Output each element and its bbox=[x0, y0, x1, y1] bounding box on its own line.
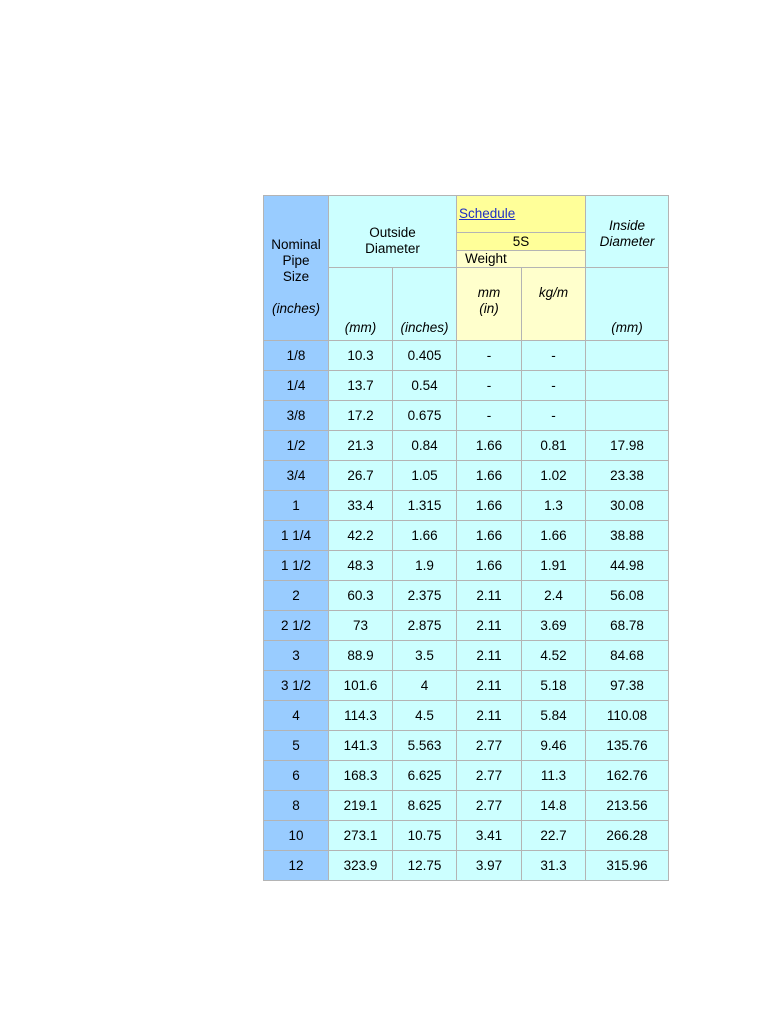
nominal-size-cell: 1 bbox=[264, 491, 329, 521]
od-inches-cell: 2.375 bbox=[393, 581, 457, 611]
od-inches-cell: 6.625 bbox=[393, 761, 457, 791]
table-row bbox=[264, 851, 669, 881]
wall-thickness-cell: 2.77 bbox=[457, 731, 522, 761]
inside-diameter-header bbox=[586, 196, 669, 268]
od-mm-cell: 141.3 bbox=[329, 731, 393, 761]
inside-diameter-cell: 44.98 bbox=[586, 551, 669, 581]
od-mm-cell: 219.1 bbox=[329, 791, 393, 821]
table-row bbox=[264, 461, 669, 491]
od-mm-unit: (mm) bbox=[329, 268, 393, 341]
schedule-value: 5S bbox=[457, 233, 586, 251]
nominal-pipe-size-header bbox=[264, 196, 329, 341]
table-row bbox=[264, 371, 669, 401]
od-mm-cell: 13.7 bbox=[329, 371, 393, 401]
nominal-size-cell: 5 bbox=[264, 731, 329, 761]
od-mm-cell: 60.3 bbox=[329, 581, 393, 611]
weight-cell: - bbox=[522, 341, 586, 371]
wall-unit-in: (in) bbox=[479, 301, 499, 316]
weight-kg-unit: kg/m bbox=[522, 268, 586, 341]
od-line-2: Diameter bbox=[365, 240, 420, 256]
nominal-size-cell: 2 bbox=[264, 581, 329, 611]
weight-cell: 5.84 bbox=[522, 701, 586, 731]
od-inches-cell: 1.66 bbox=[393, 521, 457, 551]
od-mm-cell: 73 bbox=[329, 611, 393, 641]
inside-diameter-cell: 97.38 bbox=[586, 671, 669, 701]
od-inches-cell: 5.563 bbox=[393, 731, 457, 761]
od-inches-cell: 2.875 bbox=[393, 611, 457, 641]
od-mm-cell: 42.2 bbox=[329, 521, 393, 551]
od-inches-cell: 0.405 bbox=[393, 341, 457, 371]
nominal-size-cell: 3/8 bbox=[264, 401, 329, 431]
id-line-1: Inside bbox=[608, 217, 646, 233]
weight-cell: - bbox=[522, 371, 586, 401]
wall-thickness-cell: 3.97 bbox=[457, 851, 522, 881]
nominal-size-cell: 1/8 bbox=[264, 341, 329, 371]
inside-diameter-cell: 30.08 bbox=[586, 491, 669, 521]
weight-cell: 2.4 bbox=[522, 581, 586, 611]
id-mm-unit: (mm) bbox=[586, 268, 669, 341]
nominal-unit: (inches) bbox=[271, 301, 320, 316]
od-mm-cell: 323.9 bbox=[329, 851, 393, 881]
od-inches-cell: 10.75 bbox=[393, 821, 457, 851]
schedule-link[interactable]: Schedule bbox=[459, 206, 516, 221]
od-mm-cell: 21.3 bbox=[329, 431, 393, 461]
nominal-size-cell: 12 bbox=[264, 851, 329, 881]
schedule-header bbox=[457, 196, 586, 233]
weight-cell: 3.69 bbox=[522, 611, 586, 641]
nominal-size-cell: 3/4 bbox=[264, 461, 329, 491]
wall-thickness-cell: 2.11 bbox=[457, 641, 522, 671]
table-row bbox=[264, 551, 669, 581]
table-row bbox=[264, 581, 669, 611]
inside-diameter-cell: 56.08 bbox=[586, 581, 669, 611]
od-mm-cell: 114.3 bbox=[329, 701, 393, 731]
wall-thickness-cell: 2.11 bbox=[457, 581, 522, 611]
od-mm-cell: 88.9 bbox=[329, 641, 393, 671]
nominal-size-cell: 3 1/2 bbox=[264, 671, 329, 701]
nominal-line-1: Nominal bbox=[271, 237, 321, 252]
table-header bbox=[264, 196, 669, 341]
od-inches-cell: 0.84 bbox=[393, 431, 457, 461]
wall-thickness-cell: - bbox=[457, 371, 522, 401]
wall-thickness-cell: 2.77 bbox=[457, 791, 522, 821]
nominal-size-cell: 4 bbox=[264, 701, 329, 731]
wall-thickness-cell: 1.66 bbox=[457, 521, 522, 551]
od-line-1: Outside bbox=[369, 224, 416, 240]
nominal-size-cell: 2 1/2 bbox=[264, 611, 329, 641]
inside-diameter-cell: 110.08 bbox=[586, 701, 669, 731]
od-mm-cell: 17.2 bbox=[329, 401, 393, 431]
od-inches-cell: 12.75 bbox=[393, 851, 457, 881]
weight-cell: 4.52 bbox=[522, 641, 586, 671]
inside-diameter-cell: 135.76 bbox=[586, 731, 669, 761]
pipe-schedule-table bbox=[263, 195, 669, 881]
wall-thickness-cell: 2.11 bbox=[457, 611, 522, 641]
inside-diameter-cell bbox=[586, 371, 669, 401]
od-mm-cell: 10.3 bbox=[329, 341, 393, 371]
table-row bbox=[264, 641, 669, 671]
wall-thickness-cell: 1.66 bbox=[457, 491, 522, 521]
table-row bbox=[264, 491, 669, 521]
od-mm-cell: 273.1 bbox=[329, 821, 393, 851]
od-inches-cell: 3.5 bbox=[393, 641, 457, 671]
weight-cell: 0.81 bbox=[522, 431, 586, 461]
inside-diameter-cell: 213.56 bbox=[586, 791, 669, 821]
od-inches-cell: 0.675 bbox=[393, 401, 457, 431]
inside-diameter-cell: 23.38 bbox=[586, 461, 669, 491]
inside-diameter-cell: 315.96 bbox=[586, 851, 669, 881]
table-row bbox=[264, 341, 669, 371]
od-mm-cell: 48.3 bbox=[329, 551, 393, 581]
od-inches-cell: 4.5 bbox=[393, 701, 457, 731]
inside-diameter-cell bbox=[586, 401, 669, 431]
wall-thickness-cell: 2.11 bbox=[457, 671, 522, 701]
table-row bbox=[264, 521, 669, 551]
od-mm-cell: 33.4 bbox=[329, 491, 393, 521]
wall-thickness-cell: 1.66 bbox=[457, 551, 522, 581]
outside-diameter-header bbox=[329, 196, 457, 268]
inside-diameter-cell: 162.76 bbox=[586, 761, 669, 791]
od-mm-cell: 26.7 bbox=[329, 461, 393, 491]
od-inches-unit: (inches) bbox=[393, 268, 457, 341]
nominal-size-cell: 1 1/2 bbox=[264, 551, 329, 581]
weight-cell: 31.3 bbox=[522, 851, 586, 881]
table-row bbox=[264, 821, 669, 851]
nominal-size-cell: 10 bbox=[264, 821, 329, 851]
od-inches-cell: 1.315 bbox=[393, 491, 457, 521]
od-inches-cell: 1.05 bbox=[393, 461, 457, 491]
table-row bbox=[264, 761, 669, 791]
nominal-size-cell: 3 bbox=[264, 641, 329, 671]
weight-cell: 5.18 bbox=[522, 671, 586, 701]
od-inches-cell: 4 bbox=[393, 671, 457, 701]
wall-unit-mm: mm bbox=[477, 285, 501, 300]
od-mm-cell: 101.6 bbox=[329, 671, 393, 701]
wall-thickness-cell: 2.11 bbox=[457, 701, 522, 731]
weight-label: Weight bbox=[457, 251, 586, 268]
weight-cell: 9.46 bbox=[522, 731, 586, 761]
nominal-size-cell: 6 bbox=[264, 761, 329, 791]
wall-thickness-cell: 2.77 bbox=[457, 761, 522, 791]
wall-thickness-cell: - bbox=[457, 341, 522, 371]
od-inches-cell: 1.9 bbox=[393, 551, 457, 581]
inside-diameter-cell: 38.88 bbox=[586, 521, 669, 551]
table-row bbox=[264, 431, 669, 461]
table-row bbox=[264, 731, 669, 761]
table-row bbox=[264, 401, 669, 431]
inside-diameter-cell: 68.78 bbox=[586, 611, 669, 641]
od-mm-cell: 168.3 bbox=[329, 761, 393, 791]
wall-thickness-unit bbox=[457, 268, 522, 341]
weight-cell: 1.02 bbox=[522, 461, 586, 491]
wall-thickness-cell: 3.41 bbox=[457, 821, 522, 851]
weight-cell: 1.91 bbox=[522, 551, 586, 581]
inside-diameter-cell: 266.28 bbox=[586, 821, 669, 851]
table-row bbox=[264, 701, 669, 731]
wall-thickness-cell: 1.66 bbox=[457, 461, 522, 491]
inside-diameter-cell: 84.68 bbox=[586, 641, 669, 671]
inside-diameter-cell bbox=[586, 341, 669, 371]
wall-thickness-cell: - bbox=[457, 401, 522, 431]
weight-cell: 11.3 bbox=[522, 761, 586, 791]
nominal-line-2: Pipe bbox=[282, 253, 310, 268]
table-row bbox=[264, 791, 669, 821]
weight-cell: 22.7 bbox=[522, 821, 586, 851]
weight-cell: 1.3 bbox=[522, 491, 586, 521]
id-line-2: Diameter bbox=[599, 233, 655, 249]
nominal-size-cell: 1/2 bbox=[264, 431, 329, 461]
table-row bbox=[264, 611, 669, 641]
inside-diameter-cell: 17.98 bbox=[586, 431, 669, 461]
od-inches-cell: 8.625 bbox=[393, 791, 457, 821]
nominal-size-cell: 1 1/4 bbox=[264, 521, 329, 551]
wall-thickness-cell: 1.66 bbox=[457, 431, 522, 461]
weight-cell: - bbox=[522, 401, 586, 431]
od-inches-cell: 0.54 bbox=[393, 371, 457, 401]
weight-cell: 1.66 bbox=[522, 521, 586, 551]
table-body bbox=[264, 341, 669, 881]
nominal-line-3: Size bbox=[282, 269, 310, 284]
table-row bbox=[264, 671, 669, 701]
weight-cell: 14.8 bbox=[522, 791, 586, 821]
nominal-size-cell: 8 bbox=[264, 791, 329, 821]
nominal-size-cell: 1/4 bbox=[264, 371, 329, 401]
